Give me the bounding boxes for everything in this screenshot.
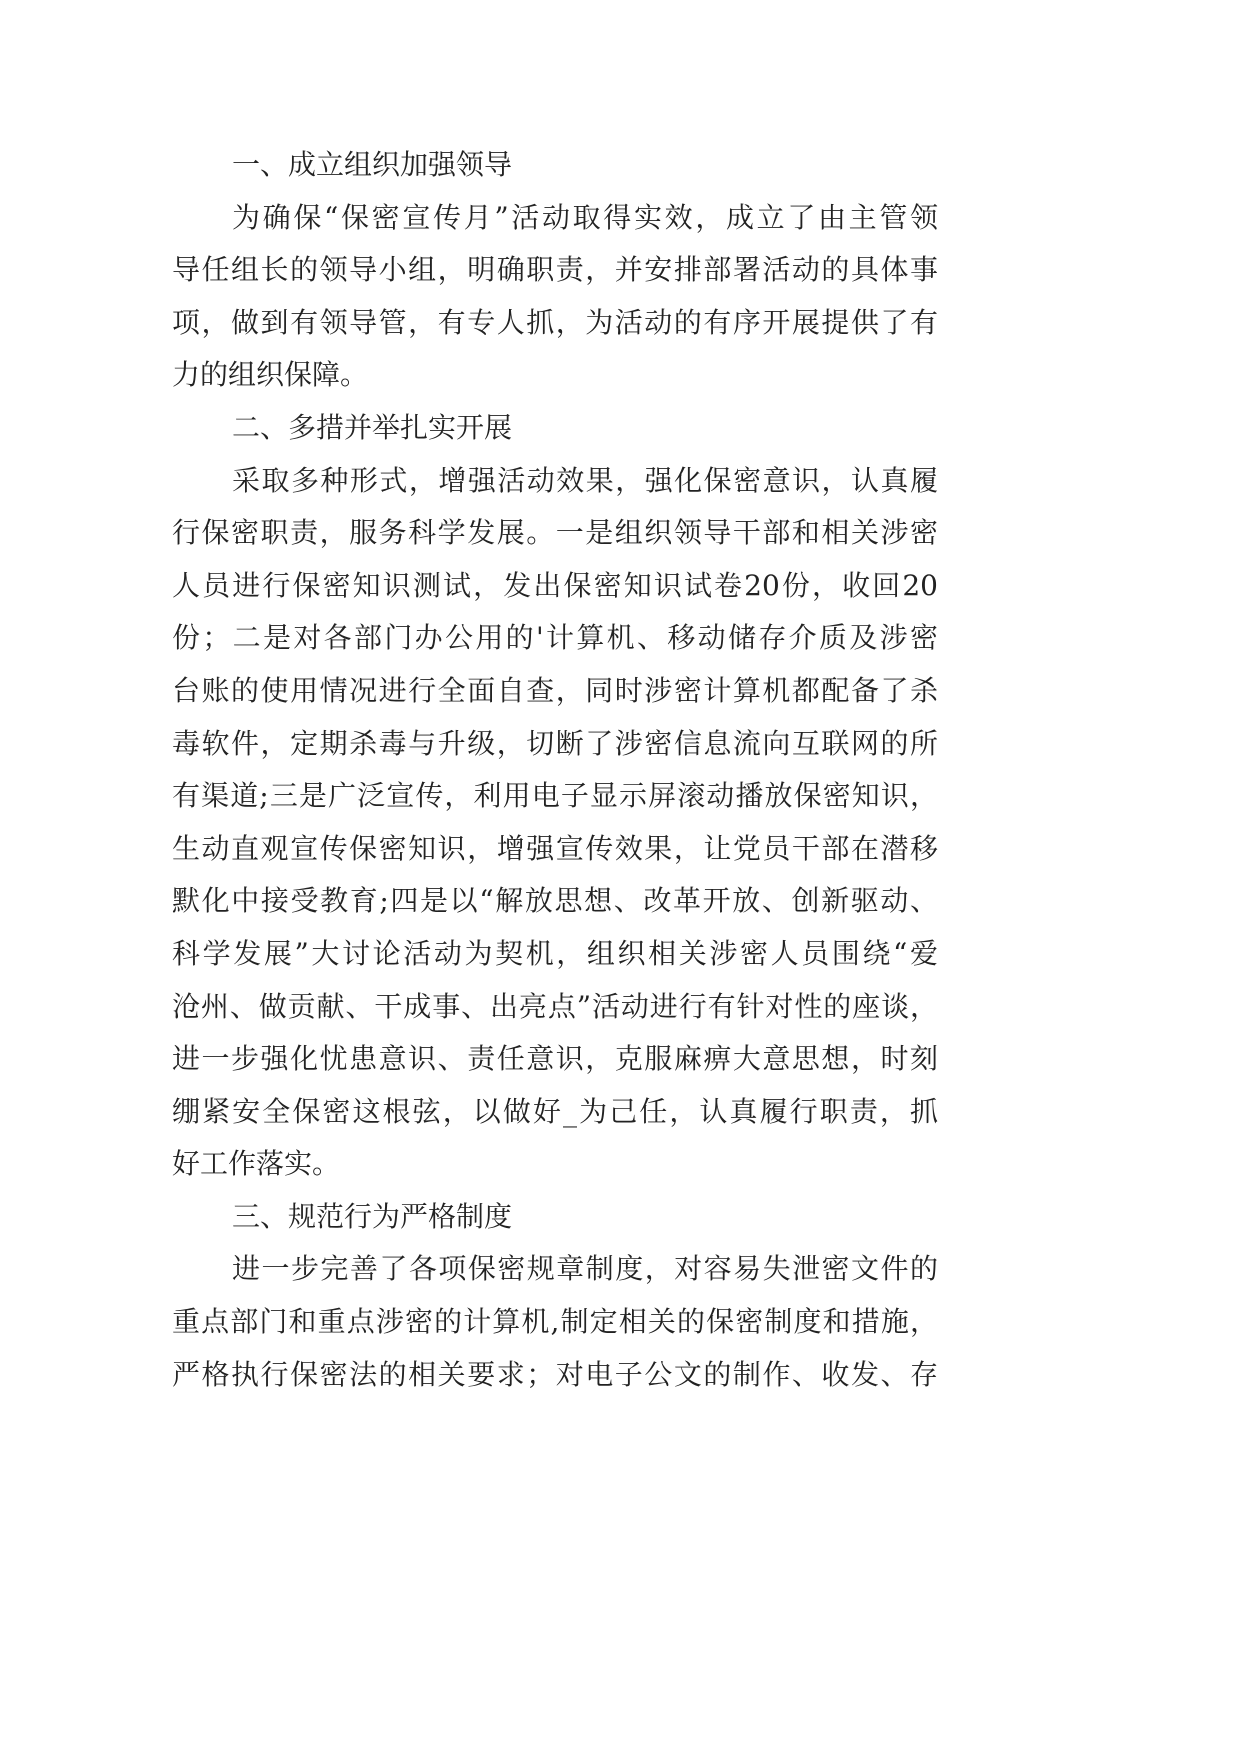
paragraph <box>172 1243 938 1401</box>
text-line: 沧州、做贡献、干成事、出亮点”活动进行有针对性的座谈， <box>172 989 938 1023</box>
section-2 <box>172 402 938 455</box>
document-body <box>172 139 938 1401</box>
section-1 <box>172 139 938 192</box>
text-line: 进一步强化忧患意识、责任意识，克服麻痹大意思想，时刻 <box>172 1042 938 1076</box>
text-line: 严格执行保密法的相关要求；对电子公文的制作、收发、存 <box>172 1357 938 1391</box>
text-line: 有渠道;三是广泛宣传，利用电子显示屏滚动播放保密知识， <box>172 779 938 813</box>
text-line: 进一步完善了各项保密规章制度，对容易失泄密文件的 <box>232 1252 938 1286</box>
text-line: 默化中接受教育;四是以“解放思想、改革开放、创新驱动、 <box>172 884 938 918</box>
text-line: 台账的使用情况进行全面自查，同时涉密计算机都配备了杀 <box>172 673 938 707</box>
text-line: 人员进行保密知识测试，发出保密知识试卷20份，收回20 <box>172 568 938 602</box>
text-line: 采取多种形式，增强活动效果，强化保密意识，认真履 <box>232 463 938 497</box>
text-line: 好工作落实。 <box>172 1147 341 1181</box>
text-line: 毒软件，定期杀毒与升级，切断了涉密信息流向互联网的所 <box>172 726 938 760</box>
paragraph <box>172 192 938 402</box>
text-line: 重点部门和重点涉密的计算机,制定相关的保密制度和措施， <box>172 1305 938 1339</box>
text-line: 力的组织保障。 <box>172 358 369 392</box>
text-line: 项，做到有领导管，有专人抓，为活动的有序开展提供了有 <box>172 305 938 339</box>
text-line: 为确保“保密宣传月”活动取得实效，成立了由主管领 <box>232 200 938 234</box>
text-line: 份；二是对各部门办公用的'计算机、移动储存介质及涉密 <box>172 621 938 655</box>
text-line: 绷紧安全保密这根弦，以做好_为己任，认真履行职责，抓 <box>172 1094 938 1128</box>
text-line: 行保密职责，服务科学发展。一是组织领导干部和相关涉密 <box>172 516 938 550</box>
text-line: 导任组长的领导小组，明确职责，并安排部署活动的具体事 <box>172 253 938 287</box>
paragraph <box>172 455 938 1191</box>
text-line: 科学发展”大讨论活动为契机，组织相关涉密人员围绕“爱 <box>172 936 938 970</box>
section-3 <box>172 1191 938 1244</box>
section-heading: 一、成立组织加强领导 <box>232 148 513 181</box>
section-heading: 三、规范行为严格制度 <box>232 1199 513 1233</box>
text-line: 生动直观宣传保密知识，增强宣传效果，让党员干部在潜移 <box>172 831 938 865</box>
section-heading: 二、多措并举扎实开展 <box>232 410 513 444</box>
